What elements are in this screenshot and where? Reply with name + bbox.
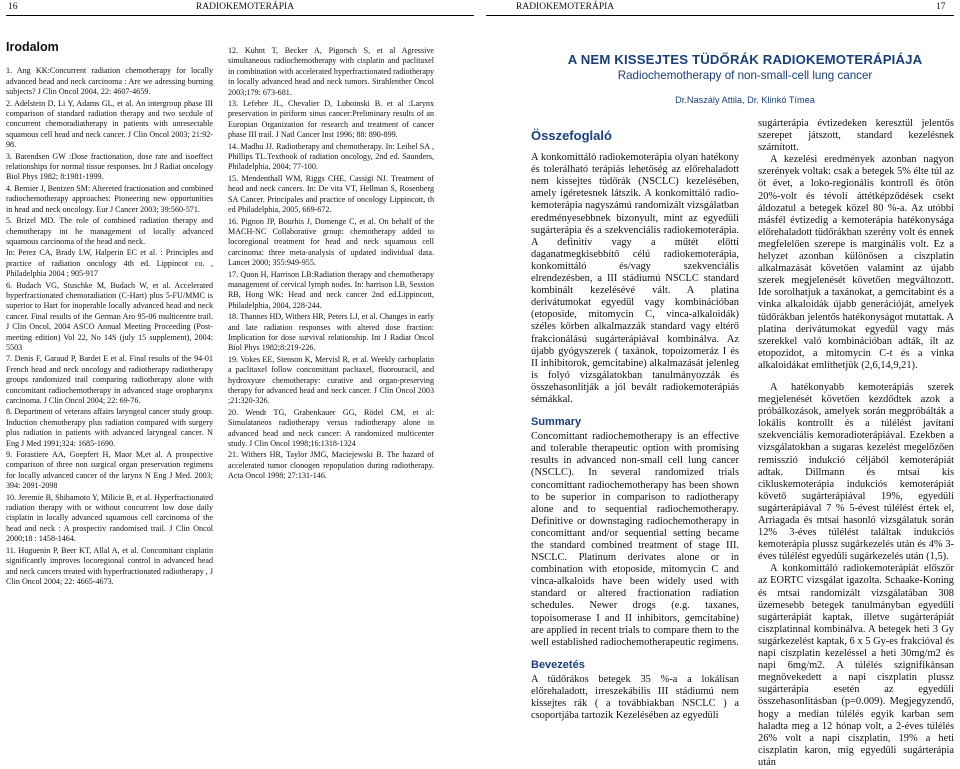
abstract-text: A konkomittáló radiokemoterápia olyan hatékony és tolerálható terápiás lehetőség az előrehaladott nem kissejtes tüdőrák (NSCLC) kezelésében, amely igéretesnek látszik. A konkomittáló radio-kemoterápia nagyszámú randomizált vizsgálatban eredményesebbnek bizonyult, mint az egyedüli sugárterápia és a szekvenciális radiokemoterápia. A definitív vagy a műtét előtti daganatmegkisebbítő célú radiokemoterápia, konkomittáló és/vagy szekvenciális elrendezésben, a III stádiumú NSCLC standard kombinált kezelésévé vált. A platina derivátumokat egyedül vagy kombinációban (etoposide, mitomycin C, vinca-alkaloidák) széles körben alkalmazzák standard vagy eltérő frakcionálású sugárterápiával kombinálva. Az újabb gyógyszerek ( taxánok, topoizomeráz I és II inhibitorok, gemcitabine) alkalmazását jelenleg is folyó vizsgálatokban tanulmányozzák és összehasonlítják a jól bevált radiokemoterápiás sémákkal. <box>531 152 739 405</box>
body-paragraph: A konkomittáló radiokemoterápiát először az EORTC vizsgálat igazolta. Schaake-Koning és mtsai randomizált vizsgálatában 308 üzemesebb betegek tanulmányban egyedüli sugárterápiát kaptak, illetve sugárterápiát ciszplatinnal kombinálva. A betegek heti 3 Gy sugárkezelést kaptak, 6 x 5 Gy-es frakcióval és napi ciszplatin kezeléssel a heti 30mg/m2 és napi 6mg/m2. A túlélés szignifikánsan megnövekedett a napi ciszplatin plussz sugárterápia esetén az egyedüli összehasonlításban (p=0.009). Megjegyzendő, hogy a median túlélés egyik karban sem haladta meg a 12 hónap volt, a 2-éves túlélés 26% volt a napi ciszplatin, 19% a heti ciszplatin karon, míg egyedüli sugárterápia után <box>758 563 954 768</box>
left-running-head: RADIOKEMOTERÁPIA <box>195 2 295 12</box>
intro-heading: Bevezetés <box>531 658 585 671</box>
reference-item: 9. Forastiere AA, Goepfert H, Maor M,et al. A prospective comparison of three non surgical organ preservation regimens for locally advanced cancer of the larynx N Eng J Med. 2003; 394: 2091-2098 <box>6 450 213 491</box>
article-title: A NEM KISSEJTES TÜDŐRÁK RADIOKEMOTERÁPIÁJA <box>567 52 923 67</box>
reference-item: 5. Brizel MD. The role of combined radiation therapy and chemotherapy int he management of locally advanced squamous carcinoma of the head and neck. <box>6 216 213 246</box>
abstract-heading: Összefoglaló <box>531 128 612 143</box>
article-subtitle: Radiochemotherapy of non-small-cell lung cancer <box>617 69 873 82</box>
summary-heading: Summary <box>531 416 582 429</box>
reference-item: 12. Kuhnt T, Becker A, Pigorsch S, et al Agressive simultaneous radiochemotherapy with cisplatin and paclitaxel in combination with accelerated hyperfractionated radiotherapy in locally advanced head and neck tumors. Strahlenther Oncol 2003;179: 673-681. <box>228 46 434 97</box>
reference-item: 4. Bernier J, Bentzen SM: Altereted fractionation and combined radiochemotherapy approaches: Pioneering new opportunities in head and neck oncology. Eur J Cancer 2003; 39:560-571. <box>6 183 213 214</box>
reference-item: 19. Vokes EE, Stenson K, Mervisl R, et al. Weekly carboplatin a paclitaxel follow concomittant pacltaxel, fluorouracil, and hydroxyure chemotherapy: curative and organ-preserving therapy for advanced head and neck cancer. J Clin Oncol 2003 ;21:320-326. <box>228 354 434 406</box>
reference-item: 20. Wendt TG, Grabenkauer GG, Rödel CM, et al: Simulataneos radiotherapy versus radiotherapy alone in advanced head and neck cancer: A randomized multicenter study. J Clin Oncol 1998;16:1318-1324 <box>228 407 434 449</box>
body-paragraph: sugárterápia évtizedeken keresztül jelentős szerepet játszott, standard kezelésnek számított. <box>758 118 954 154</box>
right-running-head: RADIOKEMOTERÁPIA <box>516 2 615 12</box>
reference-item: 10. Jeremie B, Shibamoto Y, Milicie B, et al. Hyperfractionated radiation therapy with or without concurrent low dose daily cisplatin in locally advanced squamous cell carcinoma of the head and neck : A prospectiv randomised trail. J Clin Oncol 2000;18 : 1458-1464. <box>6 492 213 544</box>
reference-item: 21. Withers HR, Taylor JMG, Maciejewski B. The hazard of accelerated tumor clonogen repopulation during radiotherapy. Acta Oncol 1998; 27:131-146. <box>228 450 434 481</box>
reference-item: 18. Thannes HD, Withers HR, Peters LJ, et al. Changes in early and late radiation responses with altered dose fraction: Implication for dose survival relationship. Int J Radiat Oncol Biol Phys 1982;8:219-226. <box>228 312 434 353</box>
right-header-rule <box>486 15 954 16</box>
references-column-1 <box>6 42 213 662</box>
left-header-rule <box>6 15 474 16</box>
reference-item: 11. Huguenin P, Beer KT, Allal A, et al. Concomitant cisplatin significantly improves locoregional control in advanced head and neck cancers treated with hyperfractionated radiotherapy , J Clin Oncol 2004; 22: 4665-4673. <box>6 545 213 586</box>
left-page-number: 16 <box>8 2 18 12</box>
reference-item: In: Perez CA, Brady LW, Halperin EC et al. : Principles and practice of radiation oncology 4th ed. Lippincot co. , Philadelphia 2004 ; 905-917 <box>6 248 213 279</box>
reference-item: 17. Quon H, Harrison LB:Radiation therapy and chemotherapy management of cervical lymph nodes. In: harrison LB, Session RB, Hong WK: Head and neck cancer 2nd ed.Lippincott, Philadelphia, 2004, 228-244. <box>228 269 434 310</box>
reference-item: 1. Ang KK:Concurrent radiation chemotherapy for locally advanced head and neck carcinoma : Are we adressing burning subjects? J Clin Oncol 2004, 22: 4607-4659. <box>6 66 213 97</box>
article-column-1 <box>531 128 739 722</box>
reference-item: 7. Denis F, Garaud P, Bardet E et al. Final results of the 94-01 French head and neck oncology and radiotherapy radiotherapy groups randomized trail comparing radiotherapy alone with concomitant radiochemotherapy in advanced stage oropharynx carcinoma. J Clin Oncol 2004; 22: 69-76. <box>6 354 213 405</box>
article-column-2 <box>758 118 954 768</box>
references-column-2 <box>228 46 434 626</box>
reference-item: 3. Barendsen GW :Dose fractionation, dose rate and isoeffect relationships for normal tissue responses. Int J Radiat oncology Biol Phys 1982; 8:1981-1999. <box>6 151 213 182</box>
reference-item: 14. Madhu JJ. Radiotherapy and chemotherapy. In: Leibel SA , Phillips TL.Textbook of radiation oncology, 2nd ed. Saunders, Philadelphia, 2004; 77-100. <box>228 141 434 172</box>
body-paragraph: A hatékonyabb kemoterápiás szerek megjelenését követően kezdődtek azok a próbálkozások, amelyek során megpróbálták a lokális kontrollt és a túlélést javítani szekvenciális kemoradioterápiával. Ezekben a vizsgálatokban a sugaras kezelést megelőzően remisszió indukció céljából kemoterápiát adtak. Dillmann és mtsai kis cikluskemoterápia indukciós kemoterápiát követő sugárterápiával 19%, egyedüli sugárterápiával 7 % 5-évest túlélést értek el, Arriagada és mtsai hasonló vizsgálatuk során 12% 3-éves túlélést találtak indukciós kemoterápia plussz sugárkezelés után és 4% 3-éves túlélést egyedüli sugárkezelés után (1,5). <box>758 381 954 563</box>
references-heading: Irodalom <box>6 40 59 54</box>
reference-item: 13. Lefebre JL, Chevalier D, Luboinski B. et al :Larynx preservation in piriform sinus cancer:Preliminary results of an Europian Organization for research and treatment of cancer phase III trail. J Natl Cancer Inst 1996; 88: 890-899. <box>228 99 434 140</box>
reference-item: 8. Department of veterans affairs laryngeal cancer study group. Induction chemotherapy plus radiation compared with surgery plus radiation in patients with advanced laryngeal cancer. N Eng J Med 1991;324: 1685-1690. <box>6 407 213 448</box>
reference-item: 6. Budach VG, Stuschke M, Budach W, et al. Accelerated hyperfractionated chemoradiation (C-Hart) plus 5-FU/MMC is superior to Hart for inoperable locally advanced head and neck cancer. Final results of the German Aro 95-06 multicentre trail. J Clin Oncol, 2004 ASCO Annual Meeting Proceeding (Post-meeting edition) Vol 22, No 14S (july 15 supplement), 2004: 5503 <box>6 280 213 352</box>
right-page-number: 17 <box>936 2 946 12</box>
reference-item: 2. Adelstein D, Li Y, Adams GL, et al. An intergroup phase III comparison of standard radiation therapy and two secdule of concurrent chemoradiatherapy in patients with unresectable squamous cell head and neck cancer. J Clin Oncol 2003; 21:92-98. <box>6 98 213 150</box>
article-authors: Dr.Naszály Attila, Dr. Klinkó Tímea <box>675 95 815 105</box>
intro-text: A tüdőrákos betegek 35 %-a a lokálisan előrehaladott, irreszekábilis III stádiumú nem kissejtes rák ( a továbbiakban NSCLC ) a csoportjába tartozik Kezelésében az egyedüli <box>531 673 739 722</box>
summary-text: Concomittant radiochemotherapy is an effective and tolerable therapeutic option with promising results in advanced non-small cell lung cancer (NSCLC). In several randomized trials concomittant radiochemotherapy has been shown to be superior in comparison to radiotherapy alone and to sequential radiochemotherapy. Definitive or downstaging radiochemotherapy in concomittant and/or sequential setting became the standard combined treatment of stage III. NSCLC. Platinum derivates alone or in combination with etoposide, mitomycin C and vinca-alkaloids have been widely used with standard or altered fractionation radiation schedules. Newer drogs (e.g. taxanes, topoisomerase I and II inhibitors, gemcitabine) are applied in recent trials to compare them to the well established radiochemotherapeutic regimens. <box>531 431 739 648</box>
reference-item: 15. Mendenthall WM, Riggs CHE, Cassigi NJ. Treatment of head and neck cancers. In: De vita VT, Hellman S, Rosenberg SA Cancer. Principales and practice of oncology Lippincott, th ed Philadelphia, 2005, 669-672. <box>228 173 434 215</box>
body-paragraph: A kezelési eredmények azonban nagyon szerények voltak: csak a betegek 5% élte túl az öt évet, a loko-regionális kontroll és ötön 20%-volt és tévolí áttétképződések csekt áldozatul a betegek közel 80 %-a. Az utóbbi másfél évtizedig a kemoterápia hatékonysága előrehaladott tüdőrákban szerény volt és ennek megfelelően szerepe is marginális volt. Ez a helyzet azonban különösen a ciszplatin alkalmazását követően valamint az újabb szerek megjelenését követően megváltozott. Ide sorolhatjuk a taxánokat, a gemcitabint és a vinka alkaloidák újabb generációját, amelyek tüdőrákban jelentős hatékonyságot mutattak. A platina derivátumokat egyedül vagy más szerekkel való kombinációban adták, ilt az etopozidot, a mitomycin C-t és a vinka alkaloidákat említhetjük (2,6,14,9,21). <box>758 154 954 371</box>
reference-item: 16. Pignon JP, Bourhis J, Domenge C, et al. On behalf of the MACH-NC Collaborative group: chemotherapy added to locoregional treatment for head and neck squamous cell carcinoma: three meta-analysis of updated individual data. Lancet 2000; 355:949-955. <box>228 216 434 268</box>
